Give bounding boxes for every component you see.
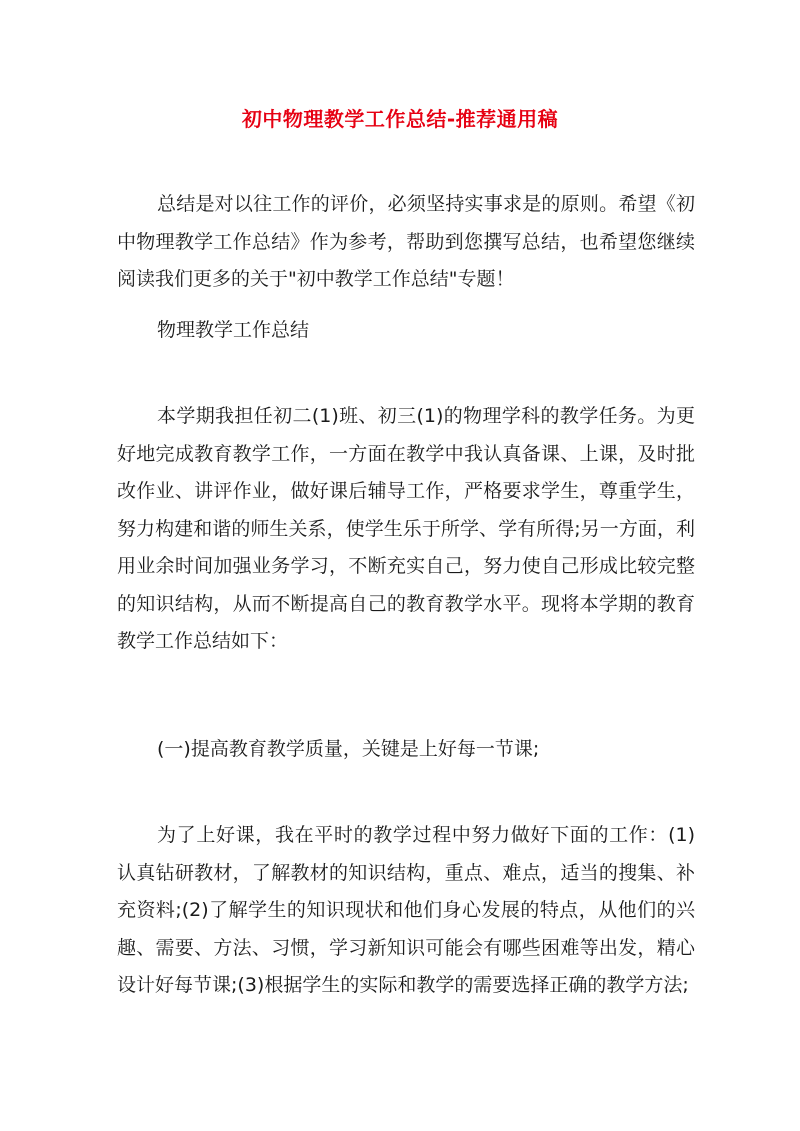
document-title: 初中物理教学工作总结-推荐通用稿 [241, 107, 559, 131]
subsection-heading: (一)提高教育教学质量，关键是上好每一节课; [157, 738, 540, 760]
section-heading: 物理教学工作总结 [157, 319, 310, 341]
body-paragraph: 本学期我担任初二(1)班、初三(1)的物理学科的教学任务。为更好地完成教育教学工作，一方面在教学中我认真备课、上课，及时批改作业、讲评作业，做好课后辅导工作，严格要求学生，尊重学生，努力构建和谐的师生关系，使学生乐于所学、学有所得;另一方面，利用业余时间加强业务学习，不断充实自己，努力使自己形成比较完整的知识结构，从而不断提高自己的教育教学水平。现将本学期的教育教学工作总结如下： [117, 405, 695, 652]
intro-paragraph: 总结是对以往工作的评价，必须坚持实事求是的原则。希望《初中物理教学工作总结》作为参考，帮助到您撰写总结，也希望您继续阅读我们更多的关于"初中教学工作总结"专题！ [117, 193, 695, 290]
body-paragraph: 为了上好课，我在平时的教学过程中努力做好下面的工作：(1)认真钻研教材，了解教材的知识结构，重点、难点，适当的搜集、补充资料;(2)了解学生的知识现状和他们身心发展的特点，从他们的兴趣、需要、方法、习惯，学习新知识可能会有哪些困难等出发，精心设计好每节课;(3)根据学生的实际和教学的需要选择正确的教学方法; [117, 824, 695, 996]
